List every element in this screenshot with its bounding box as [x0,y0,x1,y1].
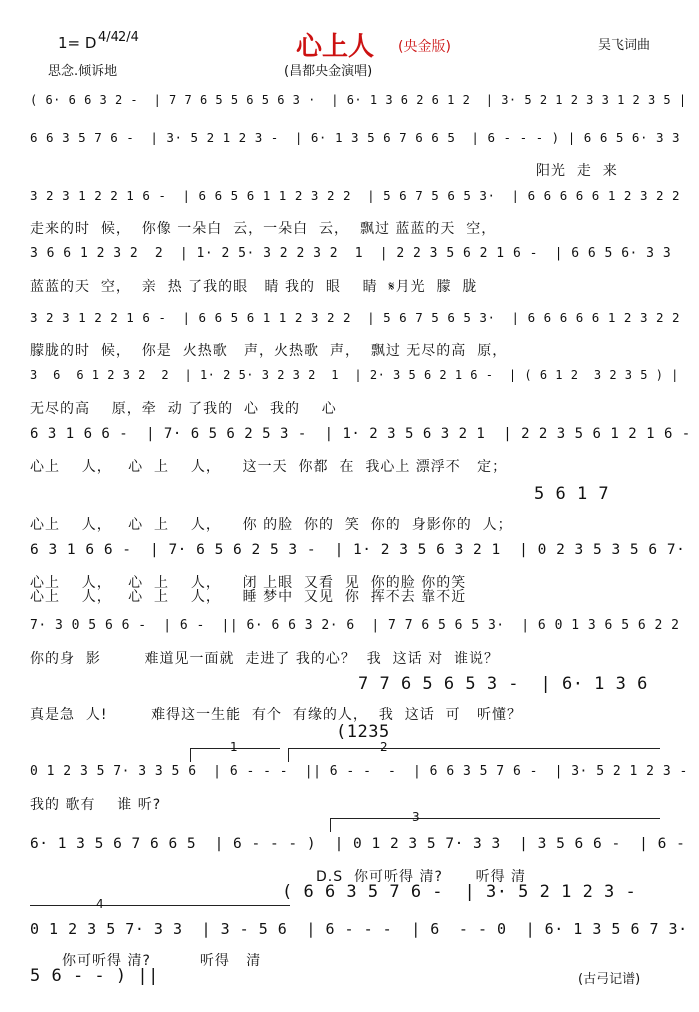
notation-row: 3 2 3 1 2 2 1 6 - | 6 6 5 6 1 1 2 3 2 2 | 5 6 7 5 6 5 3· | 6 6 6 6 6 1 2 3 2 2 [30,310,681,325]
volta-1-label: 1 [230,740,238,754]
notes-1235: (1235 [336,722,390,742]
notation-row: ( 6· 6 6 3 2 - | 7 7 6 5 5 6 5 6 3 · | 6· 1 3 6 2 6 1 2 | 3· 5 2 1 2 3 3 1 2 3 5 | [30,93,687,107]
volta-2-tick [288,748,289,762]
lyric-row: 朦胧的时 候， 你是 火热歌 声，火热歌 声， 飘过 无尽的高 原， [30,343,508,359]
volta-3-label: 3 [412,810,420,824]
edition-label: (央金版) [398,39,451,55]
notation-row: 6· 1 3 5 6 7 6 6 5 | 6 - - - ) | 0 1 2 3 5 7· 3 3 | 3 5 6 6 - | 6 - [30,836,686,852]
notation-row: 6 6 3 5 7 6 - | 3· 5 2 1 2 3 - | 6· 1 3 5 6 7 6 6 5 | 6 - - - ) | 6 6 5 6· 3 3 [30,130,681,145]
song-title: 心上人 [296,32,375,62]
volta-4-line [30,905,290,906]
lyric-row: 无尽的高 原，牵 动 了我的 心 我的 心 [30,401,337,417]
performer-label: (昌都央金演唱) [284,64,373,79]
key-signature: 1= D [58,34,97,52]
notation-row: 6 3 1 6 6 - | 7· 6 5 6 2 5 3 - | 1· 2 3 5 6 3 2 1 | 0 2 3 5 3 5 6 7· [30,542,686,558]
lyric-row: 心上 人， 心 上 人， 你 的脸 你的 笑 你的 身影你的 人； [30,517,513,533]
volta-3-line [330,818,660,819]
time-signature-1: 4/4 [98,30,119,45]
mood-marking: 思念.倾诉地 [48,64,118,79]
volta-1-tick [190,748,191,762]
notation-row: 0 1 2 3 5 7· 3 3 | 3 - 5 6 | 6 - - - | 6 - - 0 | 6· 1 3 5 6 7 3· [30,920,688,938]
notation-row: 7· 3 0 5 6 6 - | 6 - || 6· 6 6 3 2· 6 | 7 7 6 5 6 5 3· | 6 0 1 3 6 5 6 2 2 [30,618,680,633]
lyric-row: 心上 人， 心 上 人， 这一天 你都 在 我心上 漂浮不 定； [30,459,508,475]
lyric-alt-line: 心上 人， 心 上 人， 睡 梦中 又见 你 挥不去 靠不近 [30,589,467,605]
credits: 吴飞词曲 [598,38,651,53]
notation-row: 5 6 - - ) || [30,966,159,986]
lyric-row: 心上 人， 心 上 人， 闭 上眼 又看 见 你的脸 你的笑 [30,575,467,591]
lyric-row: 走来的时 候， 你像 一朵白 云，一朵白 云， 飘过 蓝蓝的天 空， [30,221,497,237]
time-signature-2: 2/4 [118,30,139,45]
lyric-row: 蓝蓝的天 空， 亲 热 了我的眼 睛 我的 眼 睛 𝄋月光 朦 胧 [30,279,478,295]
notation-row: 3 2 3 1 2 2 1 6 - | 6 6 5 6 1 1 2 3 2 2 | 5 6 7 5 6 5 3· | 6 6 6 6 6 1 2 3 2 2 [30,188,681,203]
lyric-row: 你可听得 清? 听得 清 [62,953,262,969]
notation-row: 3 6 6 1 2 3 2 2 | 1· 2 5· 3 2 2 3 2 1 | 2 2 3 5 6 2 1 6 - | 6 6 5 6· 3 3 [30,246,672,261]
notation-row: ( 6 6 3 5 7 6 - | 3· 5 2 1 2 3 - [282,882,637,902]
notation-row: 7 7 6 5 6 5 3 - | 6· 1 3 6 [358,674,648,694]
volta-2-label: 2 [380,740,388,754]
notation-row: 0 1 2 3 5 7· 3 3 5 6 | 6 - - - || 6 - - - | 6 6 3 5 7 6 - | 3· 5 2 1 2 3 - [30,764,688,779]
volta-4-label: 4 [96,897,104,911]
lyric-row: 阳光 走 来 [536,163,618,179]
volta-2-line [288,748,660,749]
footer-credit: (古弓记谱) [578,972,641,987]
notation-row: 6 3 1 6 6 - | 7· 6 5 6 2 5 3 - | 1· 2 3 5 6 3 2 1 | 2 2 3 5 6 1 2 1 6 - [30,426,691,442]
lyric-row: D.S 你可听得 清? 听得 清 [316,869,527,885]
volta-3-tick [330,818,331,832]
notation-row: 5 6 1 7 [534,484,610,504]
lyric-row: 我的 歌有 谁 听? [30,797,162,813]
lyric-row: 真是急 人! 难得这一生能 有个 有缘的人， 我 这话 可 听懂？ [30,707,522,723]
lyric-row: 你的身 影 难道见一面就 走进了 我的心？ 我 这话 对 谁说？ [30,651,500,667]
notation-row: 3 6 6 1 2 3 2 2 | 1· 2 5· 3 2 3 2 1 | 2· 3 5 6 2 1 6 - | ( 6 1 2 3 2 3 5 ) | [30,368,679,382]
